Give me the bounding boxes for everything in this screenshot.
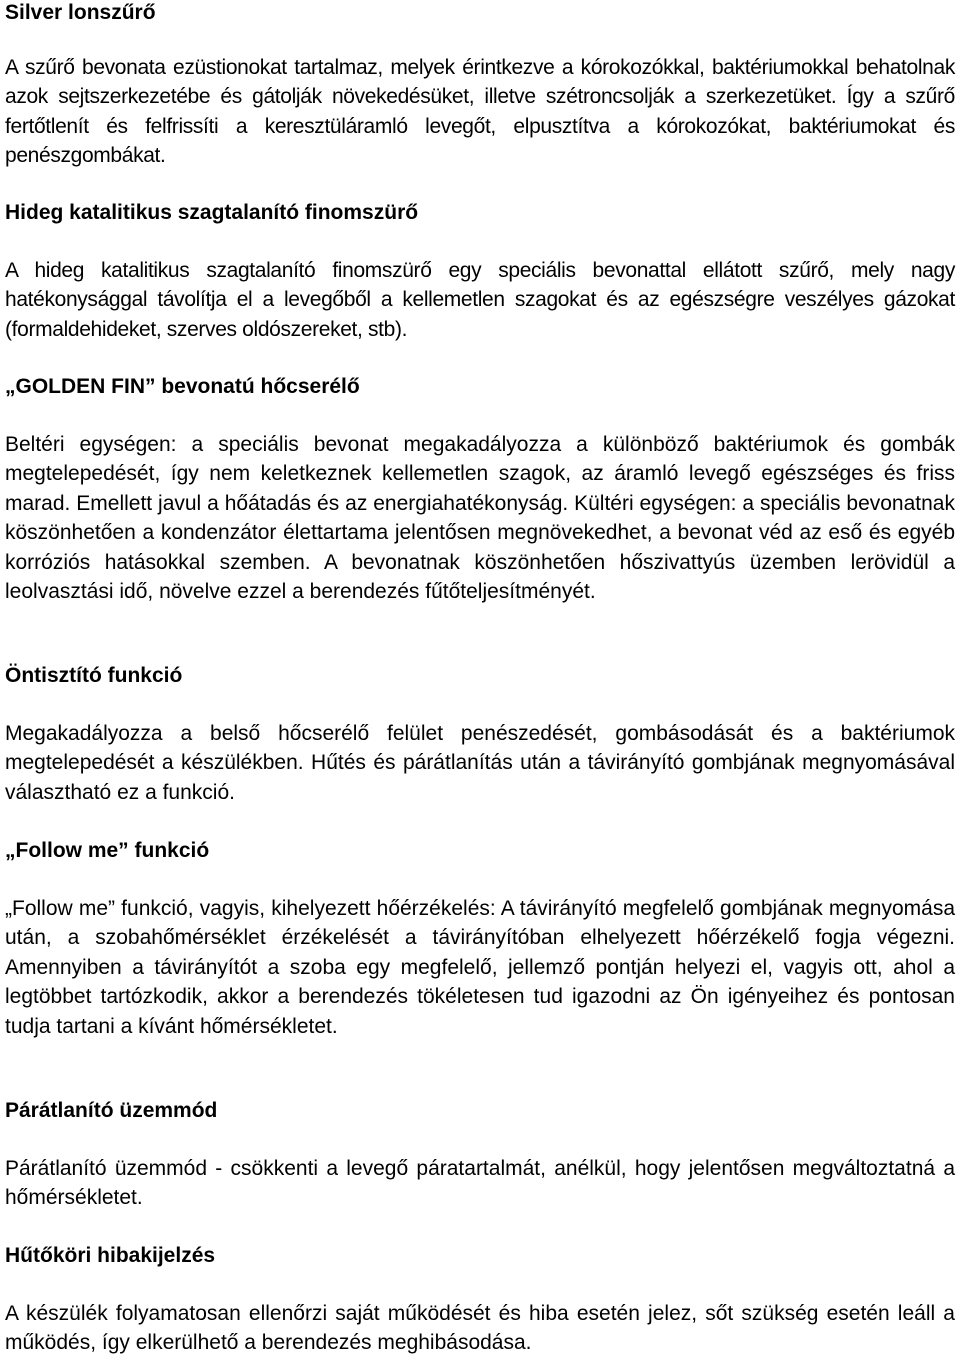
heading-golden-fin: „GOLDEN FIN” bevonatú hőcserélő xyxy=(5,375,360,398)
heading-self-cleaning: Öntisztító funkció xyxy=(5,664,183,687)
heading-dehumidify-mode: Párátlanító üzemmód xyxy=(5,1099,218,1122)
paragraph-refrigerant-error: A készülék folyamatosan ellenőrzi saját működését és hiba esetén jelez, sőt szükség esetén leáll a működés, így elkerülhető a berendezés meghibásodása. xyxy=(5,1302,955,1355)
paragraph-silver-ion-filter: A szűrő bevonata ezüstionokat tartalmaz, melyek érintkezve a kórokozókkal, baktériumokkal behatolnak azok sejtszerkezetébe és gátolják növekedésüket, illetve szétroncsolják a szerkezetüket. Így a szűrő fertőtlenít és felfrissíti a keresztüláramló levegőt, elpusztítva a kórokozókat, baktériumokat és penészgombákat. xyxy=(5,56,955,168)
paragraph-self-cleaning: Megakadályozza a belső hőcserélő felület penészedését, gombásodását és a baktériumok megtelepedését a készülékben. Hűtés és párátlanítás után a távirányító gombjának megnyomásával választható ez a funkció. xyxy=(5,722,955,804)
heading-silver-ion-filter: Silver lonszűrő xyxy=(5,1,156,24)
paragraph-dehumidify-mode: Párátlanító üzemmód - csökkenti a levegő páratartalmát, anélkül, hogy jelentősen megváltoztatná a hőmérsékletet. xyxy=(5,1157,955,1210)
paragraph-catalytic-filter: A hideg katalitikus szagtalanító finomszürő egy speciális bevonattal ellátott szűrő, mely nagy hatékonysággal távolítja el a levegőből a kellemetlen szagokat és az egészségre veszélyes gázokat (formaldehideket, szerves oldószereket, stb). xyxy=(5,259,955,341)
heading-follow-me: „Follow me” funkció xyxy=(5,839,210,862)
heading-refrigerant-error: Hűtőköri hibakijelzés xyxy=(5,1244,216,1267)
paragraph-golden-fin: Beltéri egységen: a speciális bevonat megakadályozza a különböző baktériumok és gombák megtelepedését, így nem keletkeznek kellemetlen szagok, az áramló levegő egészséges és friss marad. Emellett javul a hőátadás és az energiahatékonyság. Kültéri egységen: a speciális bevonatnak köszönhetően a kondenzátor élettartama jelentősen megnövekedhet, a bevonat véd az eső és egyéb korróziós hatásokkal szemben. A bevonatnak köszönhetően hőszivattyús üzemben lerövidül a leolvasztási idő, növelve ezzel a berendezés fűtőteljesítményét. xyxy=(5,433,955,604)
paragraph-follow-me: „Follow me” funkció, vagyis, kihelyezett hőérzékelés: A távirányító megfelelő gombjának megnyomása után, a szobahőmérséklet érzékelését a távirányítóban elhelyezett hőérzékelő fogja végezni. Amennyiben a távirányítót a szoba egy megfelelő, jellemző pontján helyezi el, vagyis ott, ahol a legtöbbet tartózkodik, akkor a berendezés tökéletesen tud igazodni az Ön igényeihez és pontosan tudja tartani a kívánt hőmérsékletet. xyxy=(5,897,955,1038)
heading-catalytic-filter: Hideg katalitikus szagtalanító finomszürő xyxy=(5,201,419,224)
